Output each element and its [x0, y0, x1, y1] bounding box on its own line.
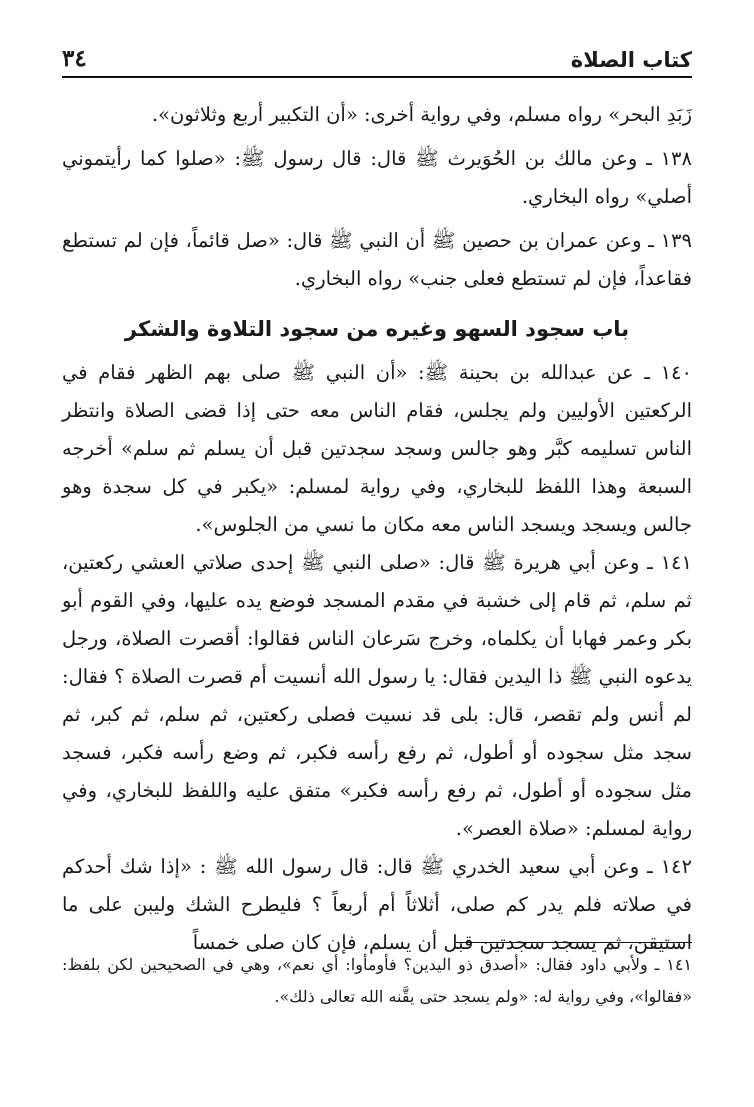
chapter-title: كتاب الصلاة	[570, 48, 692, 72]
page-header	[62, 40, 692, 78]
hadith-138: ١٣٨ ـ وعن مالك بن الحُوَيرث ﷺ قال: قال رسول ﷺ: «صلوا كما رأيتموني أصلي» رواه البخاري.	[62, 147, 692, 208]
hadith-140: ١٤٠ ـ عن عبدالله بن بحينة ﷺ: «أن النبي ﷺ صلى بهم الظهر فقام في الركعتين الأوليين ولم يجلس، فقام الناس معه حتى إذا قضى الصلاة وانتظر الناس تسليمه كبَّر وهو جالس وسجد سجدتين قبل أن يسلم ثم سلم» أخرجه السبعة وهذا اللفظ للبخاري، وفي رواية لمسلم: «يكبر في كل سجدة وهو جالس ويسجد ويسجد الناس معه مكان ما نسي من الجلوس».	[62, 361, 692, 536]
hadith-142: ١٤٢ ـ وعن أبي سعيد الخدري ﷺ قال: قال رسول الله ﷺ : «إذا شك أحدكم في صلاته فلم يدر كم صلى، أثلاثاً أم أربعاً ؟ فليطرح الشك وليبن على ما استيقن، ثم يسجد سجدتين قبل أن يسلم، فإن كان صلى خمساً	[62, 855, 692, 954]
footnote-divider	[456, 942, 692, 943]
footnotes	[62, 942, 692, 1013]
hadith-141: ١٤١ ـ وعن أبي هريرة ﷺ قال: «صلى النبي ﷺ إحدى صلاتي العشي ركعتين، ثم سلم، ثم قام إلى خشبة في مقدم المسجد فوضع يده عليها، وفي القوم أبو بكر وعمر فهابا أن يكلماه، وخرج سَرعان الناس فقالوا: أقصرت الصلاة، ورجل يدعوه النبي ﷺ ذا اليدين فقال: يا رسول الله أنسيت أم قصرت الصلاة ؟ فقال: لم أنس ولم تقصر، قال: بلى قد نسيت فصلى ركعتين، ثم سلم، ثم كبر، ثم سجد مثل سجوده أو أطول، ثم رفع رأسه فكبر، ثم وضع رأسه فكبر، فسجد مثل سجوده أو أطول، ثم رفع رأسه فكبر» متفق عليه واللفظ للبخاري، وفي رواية لمسلم: «صلاة العصر».	[62, 551, 692, 840]
page-body	[62, 96, 692, 962]
paragraph-continuation: زَبَدِ البحر» رواه مسلم، وفي رواية أخرى: «أن التكبير أربع وثلاثون».	[151, 103, 692, 126]
book-page	[62, 40, 692, 1067]
footnote-141: ١٤١ ـ ولأبي داود فقال: «أصدق ذو اليدين؟ فأومأوا: أي نعم»، وهي في الصحيحين لكن بلفظ: «فقالوا»، وفي رواية له: «ولم يسجد حتى يقَّنه الله تعالى ذلك».	[62, 955, 693, 1006]
page-number: ٣٤	[62, 45, 87, 72]
hadith-139: ١٣٩ ـ وعن عمران بن حصين ﷺ أن النبي ﷺ قال: «صل قائماً، فإن لم تستطع فقاعداً، فإن لم تستطع فعلى جنب» رواه البخاري.	[62, 229, 692, 290]
section-heading: باب سجود السهو وغيره من سجود التلاوة والشكر	[124, 317, 630, 341]
